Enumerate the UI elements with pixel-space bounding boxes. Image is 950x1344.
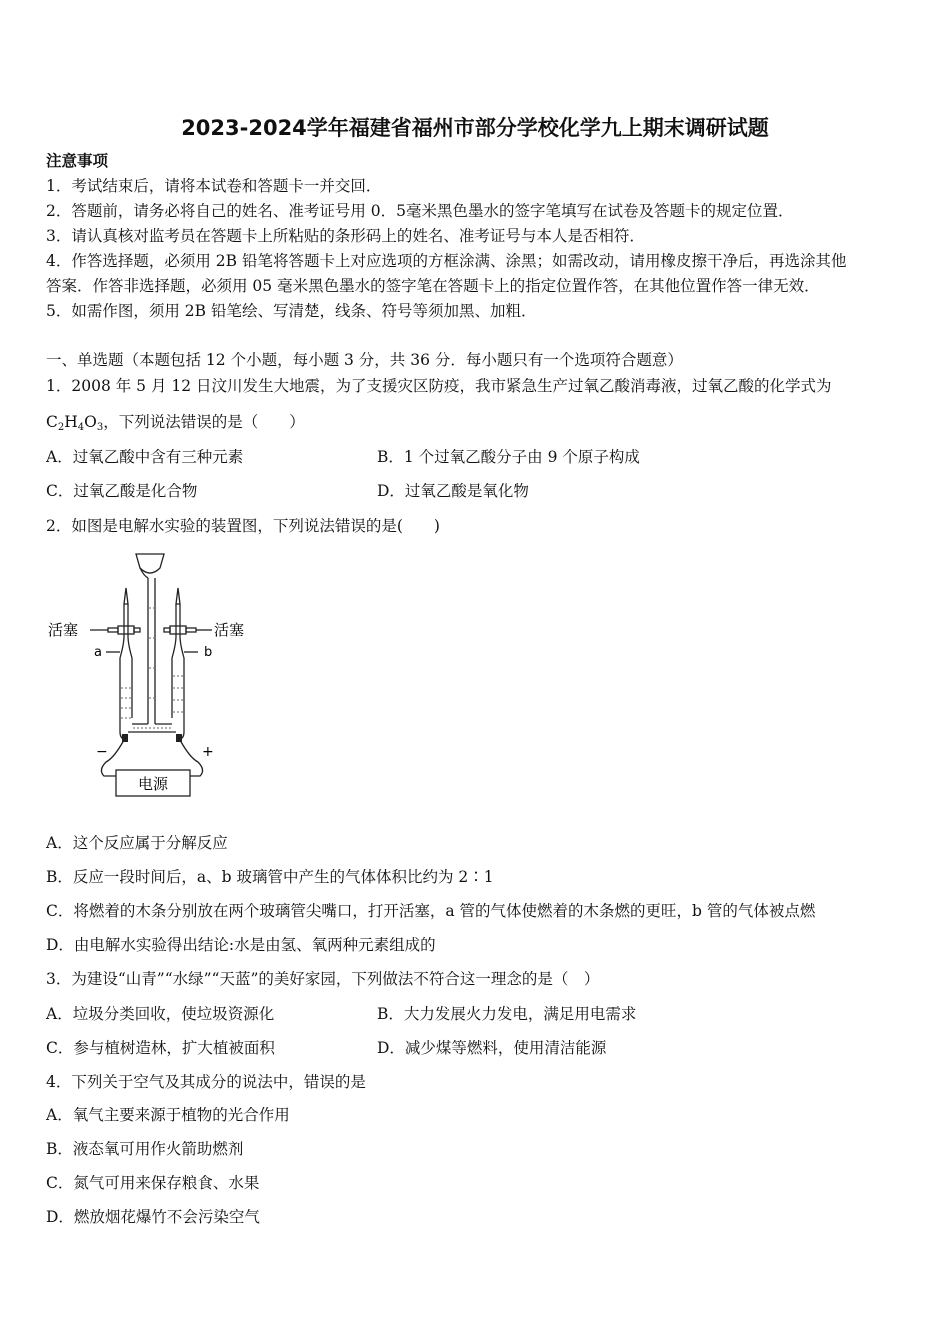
- q3-option-d[interactable]: D．减少煤等燃料，使用清洁能源: [377, 1039, 607, 1057]
- stopcock-right-label: 活塞: [214, 621, 245, 639]
- notice-item: 4．作答选择题，必须用 2B 铅笔将答题卡上对应选项的方框涂满、涂黑；如需改动，请用橡皮擦干净后，再选涂其他: [46, 252, 847, 270]
- q1-option-d[interactable]: D．过氧乙酸是氧化物: [377, 482, 529, 500]
- q2-option-c[interactable]: C．将燃着的木条分别放在两个玻璃管尖嘴口，打开活塞，a 管的气体使燃着的木条燃的更旺，b 管的气体被点燃: [46, 902, 816, 920]
- left-tube: [120, 658, 132, 740]
- q3-option-b[interactable]: B．大力发展火力发电，满足用电需求: [377, 1005, 637, 1023]
- stopcock-left-label: 活塞: [48, 621, 79, 639]
- electrode-left: [122, 734, 128, 742]
- q4-option-d[interactable]: D．燃放烟花爆竹不会污染空气: [46, 1208, 260, 1226]
- funnel: [136, 554, 164, 573]
- q2-option-b[interactable]: B．反应一段时间后，a、b 玻璃管中产生的气体体积比约为 2∶1: [46, 868, 494, 886]
- plus-sign: +: [202, 744, 214, 760]
- notice-item: 1．考试结束后，请将本试卷和答题卡一并交回．: [46, 177, 382, 195]
- q2-stem: 2．如图是电解水实验的装置图，下列说法错误的是( ): [46, 517, 440, 535]
- q4-option-c[interactable]: C．氮气可用来保存粮食、水果: [46, 1174, 260, 1192]
- right-tube: [172, 658, 184, 740]
- notice-item: 答案．作答非选择题，必须用 05 毫米黑色墨水的签字笔在答题卡上的指定位置作答，在其他位置作答一律无效．: [46, 277, 820, 295]
- q4-option-a[interactable]: A．氧气主要来源于植物的光合作用: [46, 1106, 290, 1124]
- notice-item: 5．如需作图，须用 2B 铅笔绘、写清楚，线条、符号等须加黑、加粗．: [46, 302, 537, 320]
- q1-option-a[interactable]: A．过氧乙酸中含有三种元素: [46, 448, 244, 466]
- q4-option-b[interactable]: B．液态氧可用作火箭助燃剂: [46, 1140, 244, 1158]
- q3-option-a[interactable]: A．垃圾分类回收，使垃圾资源化: [46, 1005, 275, 1023]
- q3-option-c[interactable]: C．参与植树造林，扩大植被面积: [46, 1039, 275, 1057]
- section-heading: 一、单选题（本题包括 12 个小题，每小题 3 分，共 36 分．每小题只有一个选项符合题意）: [46, 351, 683, 369]
- q2-option-a[interactable]: A．这个反应属于分解反应: [46, 834, 228, 852]
- electrolysis-apparatus-figure: [44, 548, 264, 804]
- power-label: 电源: [137, 775, 169, 793]
- electrode-right: [176, 734, 182, 742]
- tube-a-label: a: [94, 645, 102, 660]
- q1-stem-line2: $C_2H_4O_3$，下列说法错误的是（ ）: [46, 413, 305, 433]
- minus-sign: −: [96, 744, 108, 760]
- q1-stem-line1: 1．2008 年 5 月 12 日汶川发生大地震，为了支援灾区防疫，我市紧急生产过氧乙酸消毒液，过氧乙酸的化学式为: [46, 377, 832, 395]
- q1-option-c[interactable]: C．过氧乙酸是化合物: [46, 482, 198, 500]
- q4-stem: 4．下列关于空气及其成分的说法中，错误的是: [46, 1073, 366, 1091]
- q3-stem: 3．为建设“山青”“水绿”“天蓝”的美好家园，下列做法不符合这一理念的是（ ）: [46, 970, 600, 988]
- tube-b-label: b: [204, 645, 213, 660]
- q2-option-d[interactable]: D．由电解水实验得出结论:水是由氢、氧两种元素组成的: [46, 936, 436, 954]
- notice-item: 3．请认真核对监考员在答题卡上所粘贴的条形码上的姓名、准考证号与本人是否相符．: [46, 227, 645, 245]
- notice-heading: 注意事项: [46, 151, 109, 170]
- q1-option-b[interactable]: B．1 个过氧乙酸分子由 9 个原子构成: [377, 448, 640, 466]
- page-title: 2023-2024学年福建省福州市部分学校化学九上期末调研试题: [181, 116, 769, 140]
- notice-item: 2．答题前，请务必将自己的姓名、准考证号用 0．5毫米黑色墨水的签字笔填写在试卷及答题卡的规定位置．: [46, 202, 794, 220]
